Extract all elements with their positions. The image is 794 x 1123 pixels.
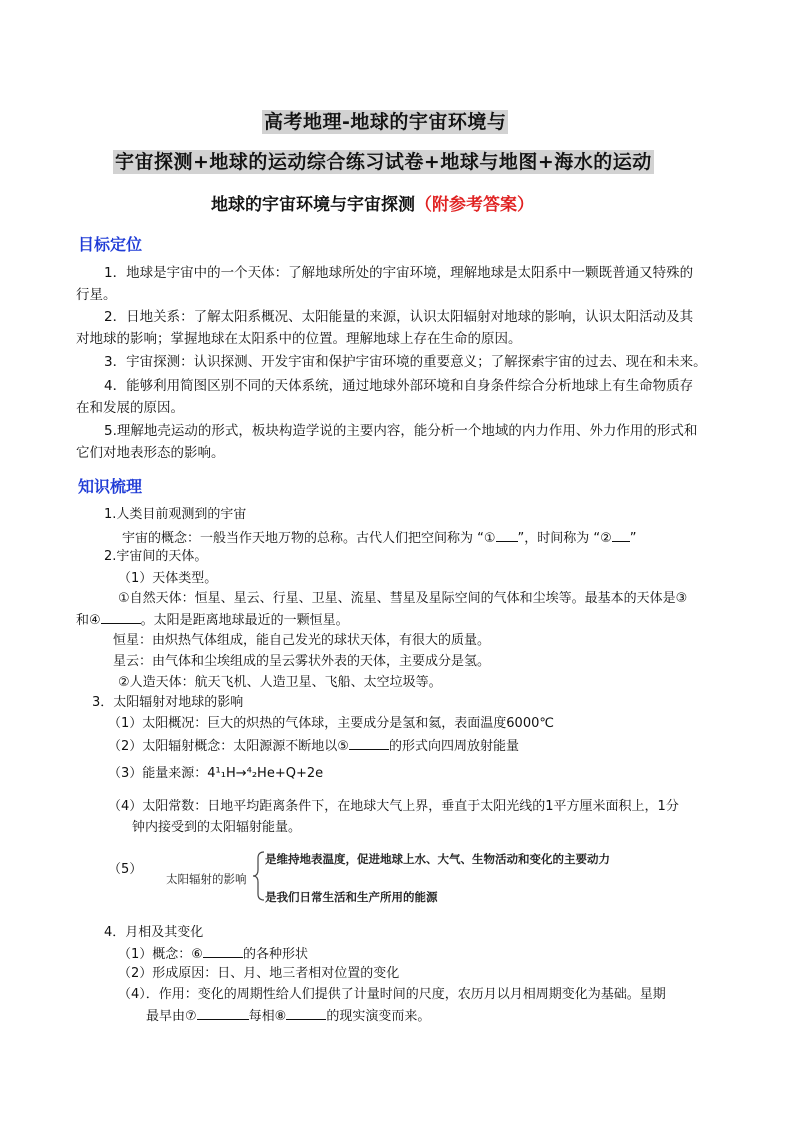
k-line-20: （4）．作用：变化的周期性给人们提供了计量时间的尺度，农历月以月相周期变化为基础。星期 <box>118 987 666 1002</box>
title-line-1: 高考地理-地球的宇宙环境与 <box>264 111 507 133</box>
blank-4 <box>101 609 141 624</box>
blank-2 <box>612 527 630 542</box>
blank-5 <box>349 735 389 750</box>
diagram-brace <box>252 850 266 902</box>
diagram-left-label: 太阳辐射的影响 <box>166 872 247 886</box>
goal-line-6: 4．能够利用简图区别不同的天体系统，通过地球外部环境和自身条件综合分析地球上有生命物质存 <box>104 378 694 394</box>
goal-line-1: 1．地球是宇宙中的一个天体：了解地球所处的宇宙环境，理解地球是太阳系中一颗既普通又特殊的 <box>104 265 694 281</box>
title-line-2: 宇宙探测+地球的运动综合练习试卷+地球与地图+海水的运动 <box>115 151 652 173</box>
k-line-8: 星云：由气体和尘埃组成的呈云雾状外表的天体，主要成分是氢。 <box>113 654 491 669</box>
k-line-7: 恒星：由炽热气体组成，能自己发光的球状天体，有很大的质量。 <box>113 633 491 648</box>
section-heading-goals: 目标定位 <box>78 235 143 254</box>
k-line-6: 和④ 。太阳是距离地球最近的一颗恒星。 <box>76 609 349 631</box>
k-line-12: （2）太阳辐射概念：太阳源源不断地以⑤ 的形式向四周放射能量 <box>108 735 519 757</box>
goal-line-4: 对地球的影响；掌握地球在太阳系中的位置。理解地球上存在生命的原因。 <box>76 331 522 347</box>
subtitle-main: 地球的宇宙环境与宇宙探测 <box>211 195 415 215</box>
k-line-17: 4．月相及其变化 <box>104 925 204 940</box>
blank-1 <box>496 527 518 542</box>
goal-line-9: 它们对地表形态的影响。 <box>76 445 225 461</box>
goal-line-5: 3．宇宙探测：认识探测、开发宇宙和保护宇宙环境的重要意义；了解探索宇宙的过去、现在和未来。 <box>104 354 707 370</box>
k-line-10: 3．太阳辐射对地球的影响 <box>92 695 244 710</box>
k-line-3: 2.宇宙间的天体。 <box>104 549 208 564</box>
diagram-top-label: 是维持地表温度，促进地球上水、大气、生物活动和变化的主要动力 <box>265 852 610 866</box>
k-line-1: 1.人类目前观测到的宇宙 <box>104 507 247 522</box>
k-line-21: 最早由⑦ 每相⑧ 的现实演变而来。 <box>146 1005 430 1027</box>
k-line-5: ①自然天体：恒星、星云、行星、卫星、流星、彗星及星际空间的气体和尘埃等。最基本的天体是③ <box>118 591 688 606</box>
blank-6 <box>203 943 243 958</box>
goal-line-7: 在和发展的原因。 <box>76 400 184 416</box>
subtitle <box>211 190 534 215</box>
k-line-2: 宇宙的概念：一般当作天地万物的总称。古代人们把空间称为 “① ”，时间称为 “② ” <box>122 527 637 549</box>
diagram-bottom-label: 是我们日常生活和生产所用的能源 <box>265 890 438 904</box>
blank-7 <box>197 1005 249 1020</box>
goal-line-3: 2．日地关系：了解太阳系概况、太阳能量的来源，认识太阳辐射对地球的影响，认识太阳活动及其 <box>104 309 694 325</box>
k-line-13: （3）能量来源：4¹₁H→⁴₂He+Q+2e <box>108 766 324 781</box>
k-line-4: （1）天体类型。 <box>118 571 218 586</box>
k-line-15: 钟内接受到的太阳辐射能量。 <box>132 820 302 835</box>
k-line-9: ②人造天体：航天飞机、人造卫星、飞船、太空垃圾等。 <box>118 675 442 690</box>
k-line-18: （1）概念：⑥ 的各种形状 <box>118 943 308 965</box>
k-line-14: （4）太阳常数：日地平均距离条件下，在地球大气上界，垂直于太阳光线的1平方厘米面积上，1分 <box>108 799 679 814</box>
goal-line-2: 行星。 <box>76 287 117 303</box>
section-heading-knowledge: 知识梳理 <box>78 477 143 496</box>
k-line-16: （5） <box>108 862 143 877</box>
k-line-19: （2）形成原因：日、月、地三者相对位置的变化 <box>118 966 400 981</box>
blank-8 <box>286 1005 326 1020</box>
k-line-11: （1）太阳概况：巨大的炽热的气体球，主要成分是氢和氦，表面温度6000℃ <box>108 716 554 731</box>
subtitle-answer-note: （附参考答案） <box>415 195 534 215</box>
goal-line-8: 5.理解地壳运动的形式，板块构造学说的主要内容，能分析一个地域的内力作用、外力作用的形式和 <box>104 423 698 439</box>
